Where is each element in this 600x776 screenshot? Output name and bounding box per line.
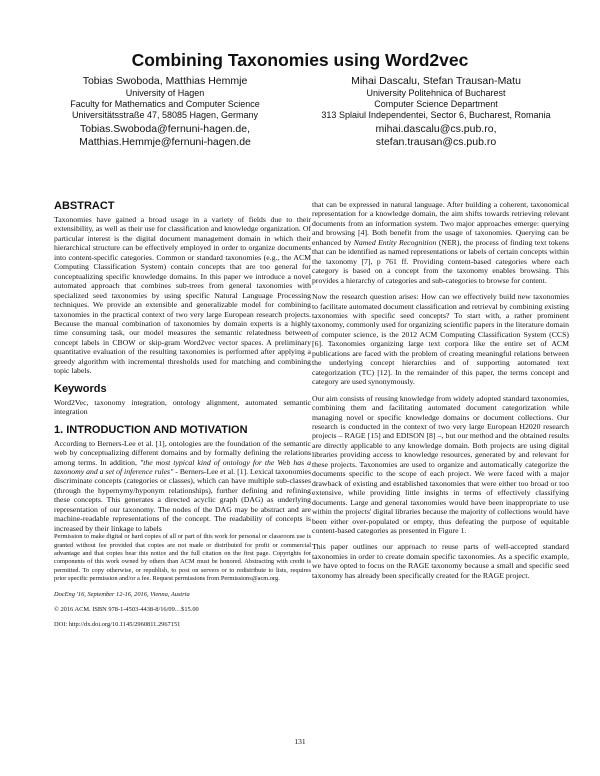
doi-line: DOI: http://dx.doi.org/10.1145/2960811.2967151	[54, 621, 181, 629]
author-affiliation: University of Hagen	[125, 88, 205, 98]
paper-title: Combining Taxonomies using Word2vec	[131, 50, 469, 70]
author-email: mihai.dascalu@cs.pub.ro,	[375, 123, 497, 135]
author-email: Matthias.Hemmje@fernuni-hagen.de	[79, 136, 251, 148]
body-paragraph: This paper outlines our approach to reuse parts of well-accepted standard taxonomies in order to create domain specific taxonomies. As a specific example, we have opted to focus on the RAGE taxonomy because a small and specific seed taxonomy has already been specifically created for the RAGE project.	[312, 542, 569, 580]
body-paragraph: Now the research question arises: How can we effectively build new taxonomies to facilitate automated document classification and retrieval by combining existing taxonomies with specific seed concepts? To start with, a rather prominent taxonomy, commonly used for organizing scientific papers in the literature domain of computer science, is the 2012 ACM Computing Classification System (CCS) [6]. Taxonomies organizing large text corpora like the entire set of ACM publications are faced with the problem of creating meaningful relations between the underlying concept hierarchies and of supporting automated text categorization (TC) [12]. In the remainder of this paper, the terms concept and category are used synonymously.	[312, 292, 569, 387]
author-address: Universitätsstraße 47, 58085 Hagen, Germany	[71, 110, 259, 120]
permission-text: Permission to make digital or hard copies of all or part of this work for personal or classroom use is granted without fee provided that copies are not made or distributed for profit or commercial advantage and that copies bear this notice and the full citation on the first page. Copyrights for components of this work owned by others than ACM must be honored. Abstracting with credit is permitted. To copy otherwise, or republish, to post on servers or to redistribute to lists, requires prior specific permission and/or a fee. Request permissions from Permissions@acm.org.	[54, 533, 311, 583]
intro-heading: 1. INTRODUCTION AND MOTIVATION	[54, 423, 248, 436]
author-names: Tobias Swoboda, Matthias Hemmje	[82, 75, 248, 87]
abstract-heading: ABSTRACT	[54, 200, 115, 212]
keywords-heading: Keywords	[54, 382, 107, 395]
author-email: stefan.trausan@cs.pub.ro	[375, 136, 497, 148]
intro-paragraph: According to Berners-Lee et al. [1], ontologies are the foundation of the semantic web by conceptualizing different domains and by formally defining the relations among terms. In addition, "the most typical kind of ontology for the Web has a taxonomy and a set of inference rules" - Berners-Lee et al. [1]. Lexical taxonomies discriminate concepts (categories or classes), which can have multiple sub-classes (through the hypernymy/hyponym relationships), further defining and refining these concepts. This generates a directed acyclic graph (DAG) as underlying representation of our taxonomy. The nodes of the DAG may be abstract and are machine-readable representations of the concept. The readability of concepts is increased by their linkage to labels	[54, 438, 311, 533]
body-paragraph: that can be expressed in natural language. After building a coherent, taxonomical representation for a knowledge domain, the aim shifts towards retrieving relevant documents from an information system. Two major approaches emerge: querying and browsing [4]. Both benefit from the usage of taxonomies. Querying can be enhanced by Named Entity Recognition (NER), the process of finding text tokens that can be identified as named representations or labels of certain concepts within the taxonomy [7], p 761 ff. Providing content-based categories where each category is based on a concept from the taxonomy enables browsing. This provides a hierarchy of categories and sub-categories to browse for content.	[312, 200, 569, 285]
author-names: Mihai Dascalu, Stefan Trausan-Matu	[351, 75, 521, 87]
author-department: Computer Science Department	[374, 99, 498, 109]
author-affiliation: University Politehnica of Bucharest	[366, 88, 506, 98]
author-address: 313 Splaiul Independentei, Sector 6, Bucharest, Romania	[321, 110, 551, 120]
intro-quote: "the most typical kind of ontology for the Web has a taxonomy and a set of inference rules"	[54, 457, 311, 476]
keywords-text: Word2Vec, taxonomy integration, ontology alignment, automated semantic integration	[54, 397, 311, 417]
conference-info: DocEng '16, September 12-16, 2016, Vienna, Austria	[54, 590, 190, 598]
abstract-text: Taxonomies have gained a broad usage in a variety of fields due to their extensibility, as well as their use for classification and knowledge organization. Of particular interest is the digital document management domain in which their hierarchical structure can be effectively employed in order to organize documents into content-specific categories. Common or standard taxonomies (e.g., the ACM Computing Classification System) contain concepts that are too general for conceptualizing specific knowledge domains. In this paper we introduce a novel automated approach that combines sub-trees from general taxonomies with specialized seed taxonomies by using specific Natural Language Processing techniques. We provide an extensible and generalizable model for combining taxonomies in the practical context of two very large European research projects. Because the manual combination of taxonomies by domain experts is a highly time consuming task, our model measures the semantic relatedness between concept labels in CBOW or skip-gram Word2vec vector spaces. A preliminary quantitative evaluation of the resulting taxonomies is performed after applying a greedy algorithm with incremental thresholds used for matching and combining topic labels.	[54, 215, 311, 376]
author-block-bucharest	[296, 75, 576, 149]
author-email: Tobias.Swoboda@fernuni-hagen.de,	[79, 123, 251, 135]
author-block-hagen	[40, 75, 290, 149]
author-department: Faculty for Mathematics and Computer Science	[70, 99, 260, 109]
right-column	[312, 200, 569, 580]
copyright-line: © 2016 ACM. ISBN 978-1-4503-4438-8/16/09…$15.00	[54, 605, 199, 613]
permission-block	[54, 533, 311, 630]
left-column	[54, 200, 311, 630]
page-number: 131	[294, 737, 306, 746]
body-paragraph: Our aim consists of reusing knowledge from widely adopted standard taxonomies, combining them and facilitating automated document categorization while managing novel or specific knowledge domains or document collections. Our research is conducted in the context of two very large European H2020 research projects – RAGE [15] and EDISON [8] –, but our method and the obtained results are directly applicable to any knowledge domain. Both projects are using digital libraries providing access to knowledge resources, generated by and relevant for these projects. Taxonomies are used to organize and automatically categorize the documents specific to the scope of each project. We were faced with a major drawback of existing and established taxonomies that were either too broad or too extensive, while providing little insights in terms of effectively classifying documents. Large and general taxonomies would have been inappropriate to use within the projects' digital libraries because the majority of collections would have been either over-populated or empty, thus defeating the purpose of equitable content-based categories as presented in Figure 1.	[312, 393, 569, 535]
ner-term: Named Entity Recognition	[353, 237, 437, 247]
